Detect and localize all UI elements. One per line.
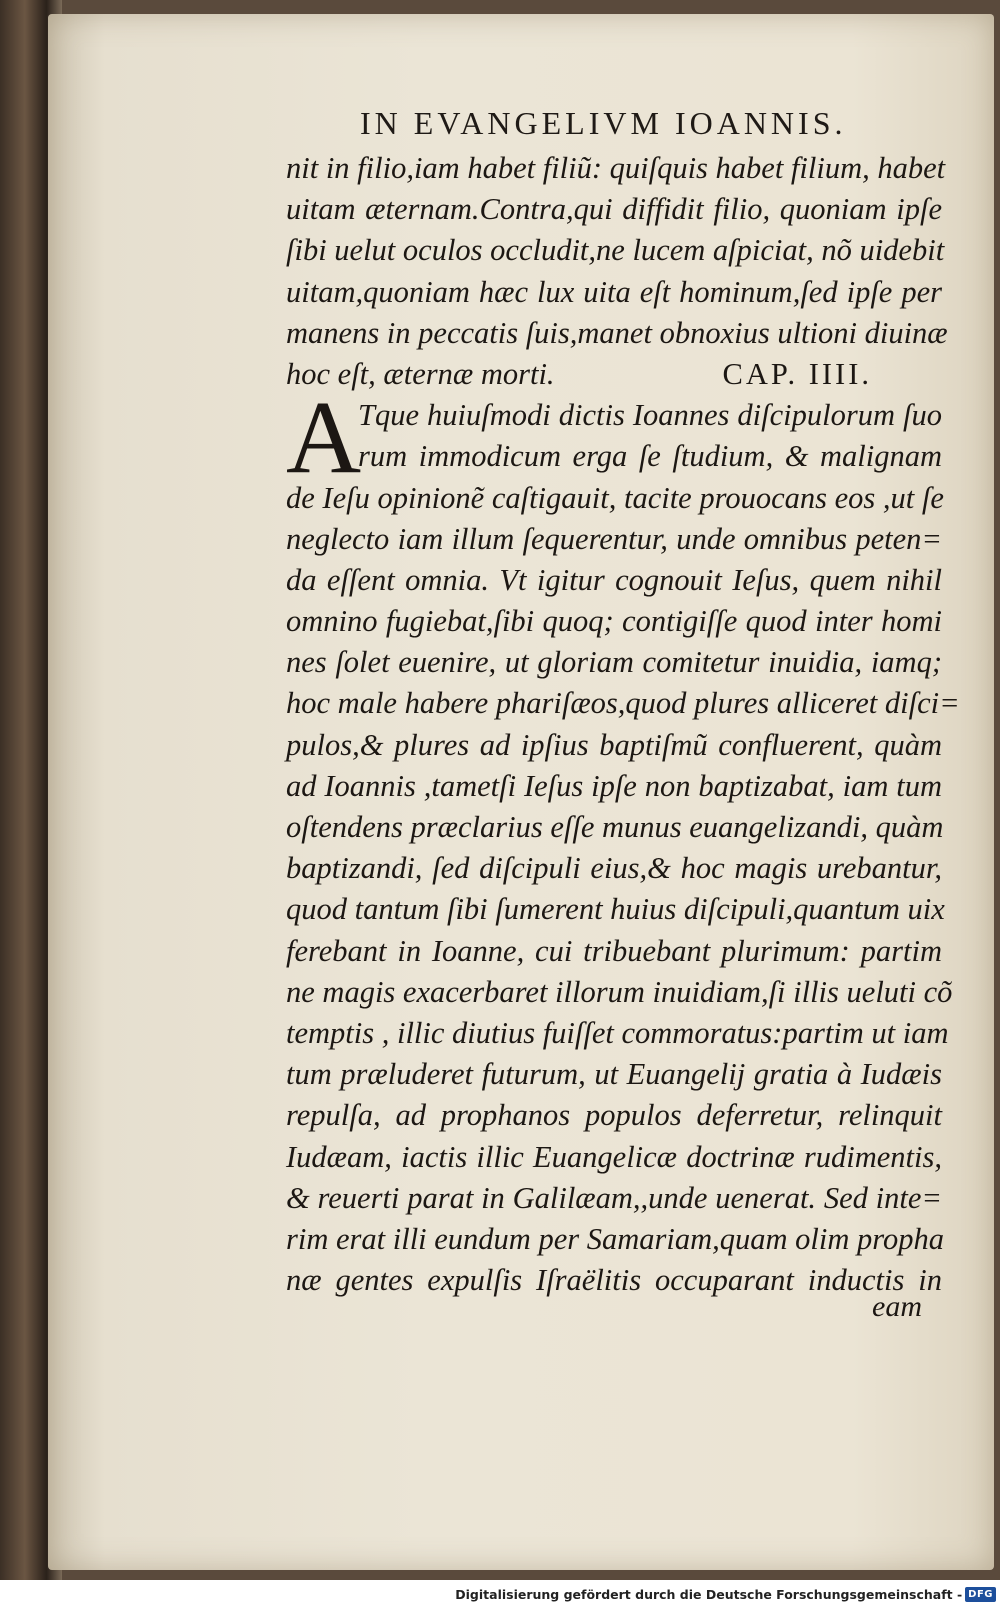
chapter-line [286, 354, 942, 395]
text-line: temptis , illic diutius fuiſſet commoratus:partim ut iam [286, 1015, 949, 1050]
chapter-line-text: hoc eſt, æternæ morti. [286, 356, 555, 391]
text-line: næ gentes expulſis Iſraëlitis occuparant inductis in [286, 1263, 942, 1298]
text-line: nit in filio,iam habet filiũ: quiſquis habet filium, habet [286, 151, 946, 185]
body-text [286, 148, 960, 1301]
chapter-heading: CAP. IIII. [722, 356, 872, 391]
text-line: tum præluderet futurum, ut Euangelij gratia à Iudæis [286, 1057, 942, 1092]
text-line: uitam,quoniam hæc lux uita eſt hominum,ſed ipſe per [286, 274, 942, 309]
text-line: repulſa, ad prophanos populos deferretur, relinquit [286, 1098, 942, 1133]
text-line: nes ſolet euenire, ut gloriam comitetur inuidia, iamq; [286, 645, 942, 680]
text-line: oſtendens præclarius eſſe munus euangelizandi, quàm [286, 810, 944, 844]
text-line: hoc male habere phariſæos,quod plures alliceret diſci= [286, 686, 960, 721]
text-line: ferebant in Ioanne, cui tribuebant plurimum: partim [286, 933, 942, 968]
text-line: ſibi uelut oculos occludit,ne lucem aſpiciat, nõ uidebit [286, 233, 945, 268]
drop-cap: A [286, 380, 362, 495]
text-line: rum immodicum erga ſe ſtudium, & malignam [358, 439, 942, 474]
running-head: IN EVANGELIVM IOANNIS. [360, 105, 847, 141]
text-line: da eſſent omnia. Vt igitur cognouit Ieſus, quem nihil [286, 562, 942, 597]
footer-credit [455, 1584, 996, 1604]
text-line: manens in peccatis ſuis,manet obnoxius ultioni diuinæ [286, 315, 948, 350]
text-line: ad Ioannis ,tametſi Ieſus ipſe non baptizabat, iam tum [286, 768, 942, 803]
text-line: Tque huiuſmodi dictis Ioannes diſcipulorum ſuo [358, 398, 942, 433]
text-line: neglecto iam illum ſequerentur, unde omnibus peten= [286, 521, 942, 556]
text-line: quod tantum ſibi ſumerent huius diſcipuli,quantum uix [286, 892, 945, 927]
text-line: ne magis exacerbaret illorum inuidiam,ſi illis ueluti cõ [286, 974, 953, 1009]
catchword: eam [872, 1290, 922, 1323]
text-line: baptizandi, ſed diſcipuli eius,& hoc magis urebantur, [286, 851, 942, 886]
text-line: uitam æternam.Contra,qui diffidit filio, quoniam ipſe [286, 192, 942, 227]
text-line: Iudæam, iactis illic Euangelicæ doctrinæ rudimentis, [286, 1139, 942, 1174]
text-line: rim erat illi eundum per Samariam,quam olim propha [286, 1221, 944, 1256]
text-line: pulos,& plures ad ipſius baptiſmũ confluerent, quàm [286, 727, 942, 762]
dfg-logo: DFG [965, 1587, 996, 1602]
text-line: omnino fugiebat,ſibi quoq; contigiſſe quod inter homi [286, 604, 942, 639]
text-line: & reuerti parat in Galilæam,,unde uenerat. Sed inte= [286, 1180, 942, 1215]
text-line: de Ieſu opinionẽ caſtigauit, tacite prouocans eos ,ut ſe [286, 480, 944, 515]
footer-text: Digitalisierung gefördert durch die Deutsche Forschungsgemeinschaft - [455, 1586, 963, 1602]
